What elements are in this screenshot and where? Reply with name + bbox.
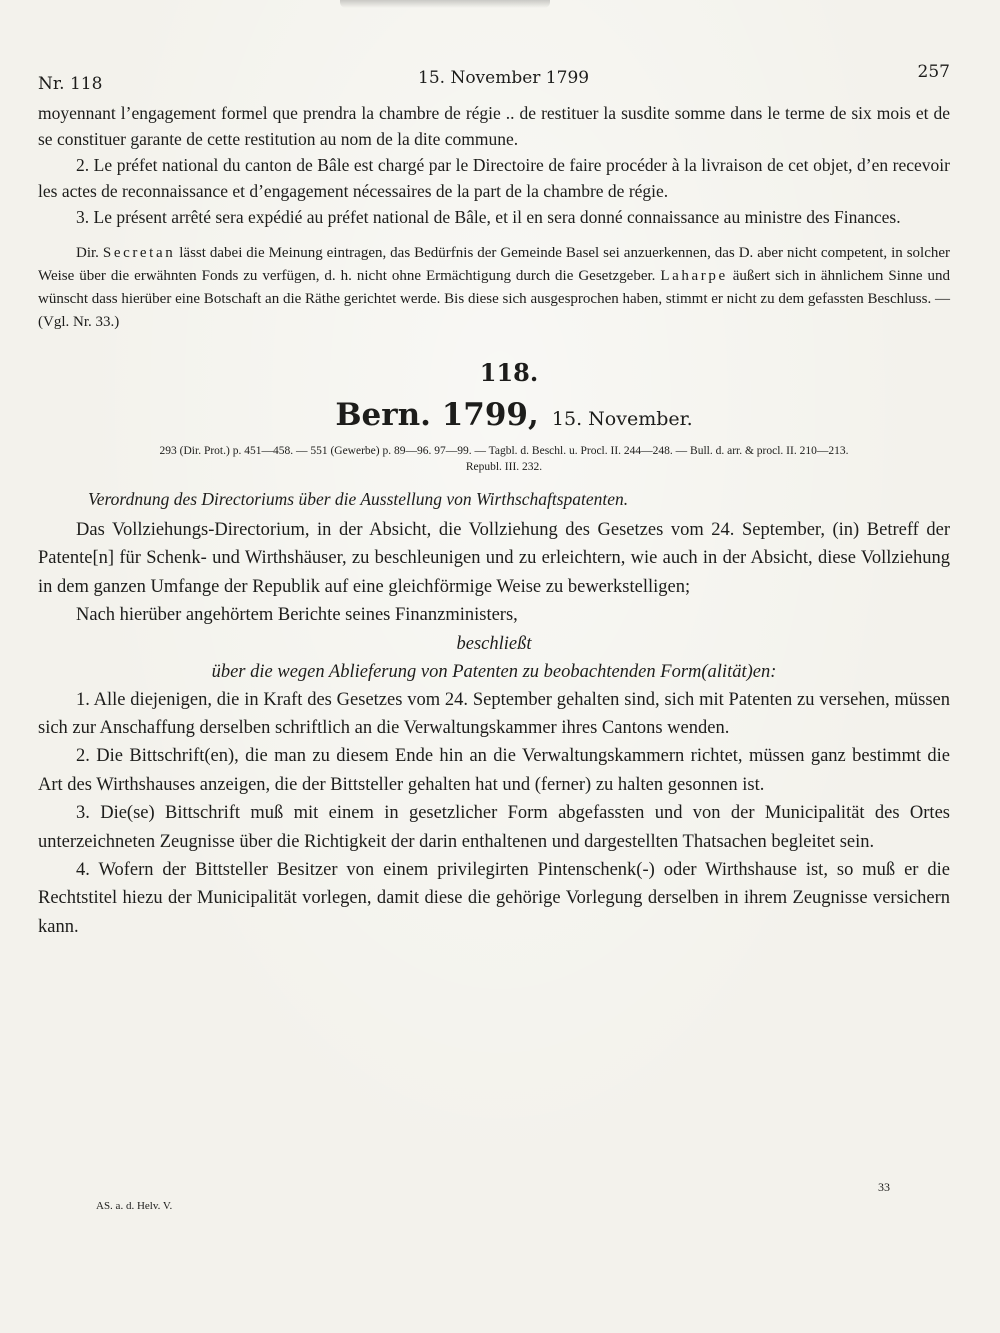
previous-document-paragraph-1: moyennant l’engagement formel que prendra la chambre de régie .. de restituer la susdite somme dans le terme de six mois et de se constituer garante de cette restitution au nom de la dite commune. <box>38 103 950 149</box>
page-header <box>38 60 950 100</box>
source-line-1: 293 (Dir. Prot.) p. 451—458. — 551 (Gewerbe) p. 89—96. 97—99. — Tagbl. d. Beschl. u. Procl. II. 244—248. — Bull. d. arr. & procl. II. 210—213. <box>159 445 849 457</box>
header-document-number: Nr. 118 <box>38 74 103 94</box>
header-date: 15. November 1799 <box>418 68 590 88</box>
article-4: 4. Wofern der Bittsteller Besitzer von einem privilegirten Pintenschenk(-) oder Wirthshause ist, so muß er die Rechtstitel hiezu der Municipalität vorlegen, damit diese die gehörige Vorlegung derselben in ihrem Zeugnisse versichern kann. <box>38 860 950 937</box>
body-report-line: Nach hierüber angehörtem Berichte seines Finanzministers, <box>76 605 518 626</box>
note-text-1: lässt dabei die Meinung eintragen, das Bedürfnis der Gemeinde Basel sei anzuerkennen, das D. aber nicht competent, in solcher Weise über die erwähnten Fonds zu verfügen, d. h. nicht ohne Ermächtigung durch die Gesetzgeber. <box>38 245 951 284</box>
body-decision: beschließt <box>456 633 532 654</box>
document-number: 118. <box>479 358 539 387</box>
article-2: 2. Die Bittschrift(en), die man zu diesem Ende hin an die Verwaltungskammern richtet, müssen ganz bestimmt die Art des Wirthshauses anzeigen, die der Bittsteller gehalten hat und (ferner) zu halten gesonnen ist. <box>38 746 950 795</box>
editorial-note <box>38 242 950 334</box>
body-subtitle: über die wegen Ablieferung von Patenten zu beobachtenden Form(alität)en: <box>211 661 777 682</box>
article-3: 3. Die(se) Bittschrift muß mit einem in gesetzlicher Form abgefassten und von der Municipalität des Ortes unterzeichneten Zeugnisse über die Richtigkeit der darin enthaltenen und dargestellten Thatsachen begleitet sein. <box>38 803 950 852</box>
document-place: Bern. 1799, <box>335 397 539 433</box>
body-preamble: Das Vollziehungs-Directorium, in der Absicht, die Vollziehung des Gesetzes vom 24. September, (in) Betreff der Patente[n] für Schenk- und Wirthshäuser, zu beschleunigen und zu erleichtern, wie auch in der Absicht, diese Vollziehung in dem ganzen Umfange der Republik auf eine gleichförmige Weise zu bewerkstelligen; <box>38 520 950 597</box>
note-name-laharpe: Laharpe <box>660 268 728 284</box>
document-date: 15. November. <box>551 408 693 430</box>
page-number: 257 <box>917 62 950 82</box>
footer-signature-mark: 33 <box>878 1180 890 1194</box>
note-prefix: Dir. <box>76 245 99 261</box>
source-line-2: Republ. III. 232. <box>465 461 543 473</box>
note-text-2: äußert sich in ähnlichem Sinne und wünscht dass hierüber eine Botschaft an die Räthe gerichtet werde. Bis diese sich ausgesprochen haben, stimmt er nicht zu dem gefassten Beschluss. — (Vgl. Nr. 33.) <box>38 268 951 330</box>
previous-document-paragraph-2: 2. Le préfet national du canton de Bâle est chargé par le Directoire de faire procéder à la livraison de cet objet, d’en recevoir les actes de reconnaissance et d’engagement nécessaires de la part de la chambre de régie. <box>38 155 950 201</box>
document-title: Verordnung des Directoriums über die Ausstellung von Wirthschaftspatenten. <box>88 489 629 509</box>
scan-artifact <box>340 0 550 8</box>
source-references <box>38 443 950 475</box>
previous-document-paragraph-3: 3. Le présent arrêté sera expédié au préfet national de Bâle, et il en sera donné connaissance au ministre des Finances. <box>76 207 901 227</box>
article-1: 1. Alle diejenigen, die in Kraft des Gesetzes vom 24. September gehalten sind, sich mit Patenten zu versehen, müssen sich zur Anschaffung derselben schriftlich an die Verwaltungskammer ihres Cantons wenden. <box>38 689 950 739</box>
document-place-date <box>38 397 950 433</box>
note-name-secretan: Secretan <box>102 245 176 261</box>
footer-collection: AS. a. d. Helv. V. <box>96 1200 173 1212</box>
